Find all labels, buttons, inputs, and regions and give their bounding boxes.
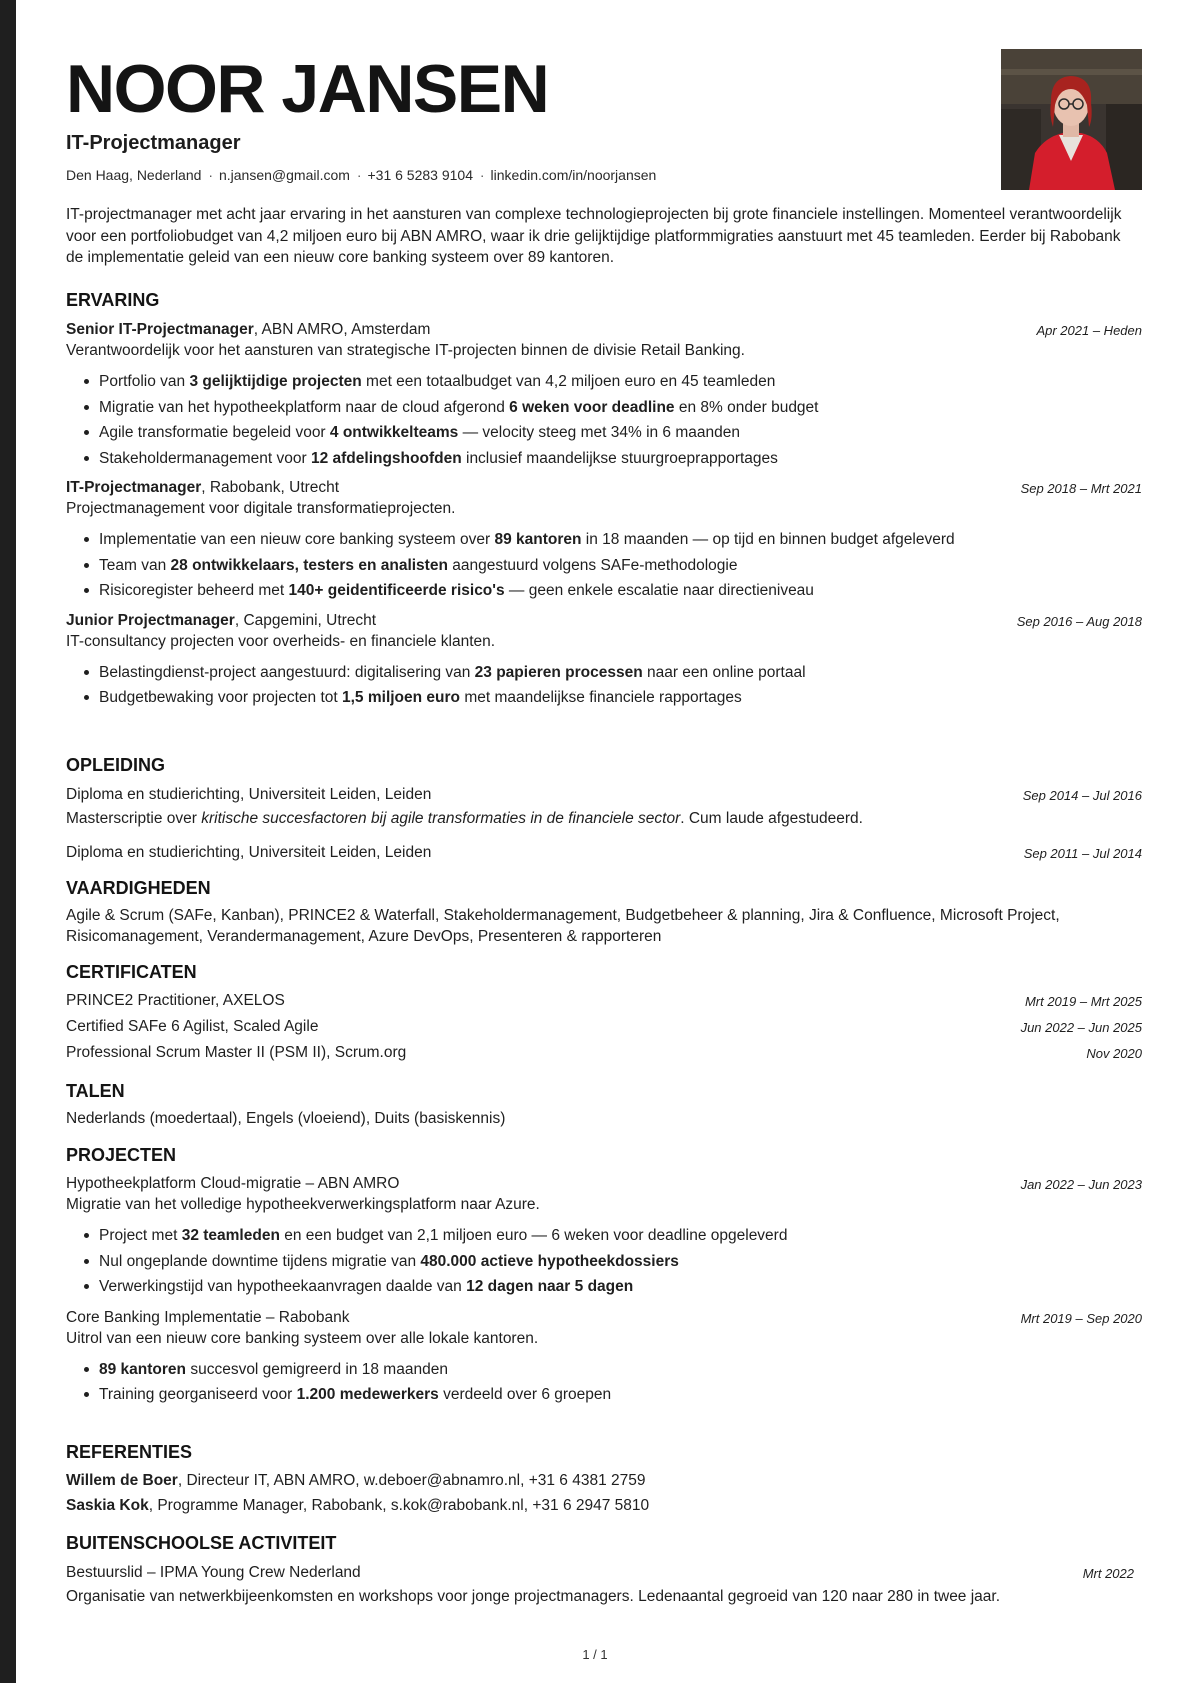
certificate-entry [66,990,1142,1011]
job-entry [66,319,1142,340]
languages-text: Nederlands (moedertaal), Engels (vloeiend), Duits (basiskennis) [66,1110,506,1127]
job-title: Junior Projectmanager, Capgemini, Utrecht [66,611,377,629]
reference-entry: Saskia Kok, Programme Manager, Rabobank, s.kok@rabobank.nl, +31 6 2947 5810 [66,1497,650,1514]
experience-section [66,288,1142,711]
profile-photo [1001,49,1142,190]
job-title: Senior IT-Projectmanager, ABN AMRO, Amsterdam [66,321,431,338]
job-entry [66,477,1142,498]
job-achievements [82,369,1142,471]
contact-line [66,166,1006,184]
section-title-references: REFERENTIES [66,1442,193,1462]
skills-text: Agile & Scrum (SAFe, Kanban), PRINCE2 & Waterfall, Stakeholdermanagement, Budgetbeheer & planning, Jira & Confluence, Microsoft Project, Risicomanagement, Verandermanagement, Azure DevOps, Presenteren & rapporteren [66,907,1060,945]
job-description: Verantwoordelijk voor het aansturen van strategische IT-projecten binnen de divisie Retail Banking. [66,342,745,359]
job-description: IT-consultancy projecten voor overheids- en financiele klanten. [66,632,496,650]
project-date: Mrt 2019 – Sep 2020 [1020,1310,1142,1326]
certificate-entry [66,1042,1142,1063]
list-item: Portfolio van 3 gelijktijdige projecten met een totaalbudget van 4,2 miljoen euro en 45 teamleden [82,369,1142,395]
section-title-skills: VAARDIGHEDEN [66,878,211,898]
section-title-certificates: CERTIFICATEN [66,962,197,982]
section-title-activities: BUITENSCHOOLSE ACTIVITEIT [66,1533,337,1553]
list-item: Implementatie van een nieuw core banking systeem over 89 kantoren in 18 maanden — op tijd en binnen budget afgeleverd [82,527,1142,553]
contact-linkedin[interactable]: linkedin.com/in/noorjansen [490,167,657,183]
list-item: Training georganiseerd voor 1.200 medewerkers verdeeld over 6 groepen [82,1382,1142,1408]
education-date: Sep 2011 – Jul 2014 [1023,846,1142,861]
contact-separator: · [356,167,362,183]
list-item: Stakeholdermanagement voor 12 afdelingshoofden inclusief maandelijkse stuurgroeprapportages [82,446,1142,472]
certificate-date: Mrt 2019 – Mrt 2025 [1024,994,1142,1009]
certificate-name: PRINCE2 Practitioner, AXELOS [66,992,285,1009]
list-item: Migratie van het hypotheekplatform naar de cloud afgerond 6 weken voor deadline en 8% onder budget [82,395,1142,421]
certificate-name: Professional Scrum Master II (PSM II), Scrum.org [66,1044,407,1061]
project-achievements [82,1223,1142,1300]
education-entry [66,784,1142,805]
education-name: Diploma en studierichting, Universiteit Leiden, Leiden [66,844,432,861]
section-title-experience: ERVARING [66,290,160,310]
contact-phone[interactable]: +31 6 5283 9104 [367,167,473,183]
activity-entry [66,1562,1142,1583]
list-item: Nul ongeplande downtime tijdens migratie van 480.000 actieve hypotheekdossiers [82,1249,1142,1275]
job-date: Apr 2021 – Heden [1036,323,1142,338]
list-item: Project met 32 teamleden en een budget van 2,1 miljoen euro — 6 weken voor deadline opgeleverd [82,1223,1142,1249]
education-name: Diploma en studierichting, Universiteit Leiden, Leiden [66,786,432,803]
education-description: Masterscriptie over kritische succesfactoren bij agile transformaties in de financiele sector. Cum laude afgestudeerd. [66,810,863,827]
profile-photo-image [1001,49,1142,190]
candidate-role: IT-Projectmanager [66,132,241,154]
candidate-name: NOOR JANSEN [66,51,549,127]
activity-description: Organisatie van netwerkbijeenkomsten en workshops voor jonge projectmanagers. Ledenaantal gegroeid van 120 naar 280 in twee jaar. [66,1588,1001,1605]
certificates-section [66,960,1142,1063]
list-item: Budgetbewaking voor projecten tot 1,5 miljoen euro met maandelijkse financiele rapportages [82,685,1142,711]
certificate-date: Nov 2020 [1086,1046,1142,1061]
contact-separator: · [208,167,213,183]
skills-section [66,876,1142,947]
left-edge-bar [0,0,16,1683]
section-title-languages: TALEN [66,1081,125,1101]
contact-separator: · [479,167,485,183]
project-name: Core Banking Implementatie – Rabobank [66,1308,350,1326]
project-entry [66,1173,1142,1194]
project-entry [66,1307,1142,1328]
education-entry [66,842,1142,863]
contact-email[interactable]: n.jansen@gmail.com [218,167,350,183]
job-entry [66,610,1142,631]
project-name: Hypotheekplatform Cloud-migratie – ABN AMRO [66,1175,400,1192]
certificate-name: Certified SAFe 6 Agilist, Scaled Agile [66,1018,319,1035]
list-item: Risicoregister beheerd met 140+ geidentificeerde risico's — geen enkele escalatie naar directieniveau [82,578,1142,604]
page-number: 1 / 1 [582,1647,608,1662]
list-item: Belastingdienst-project aangestuurd: digitalisering van 23 papieren processen naar een online portaal [82,660,1142,686]
job-achievements [82,660,1142,711]
activity-name: Bestuurslid – IPMA Young Crew Nederland [66,1564,361,1581]
resume-page [66,0,1142,1683]
job-description: Projectmanagement voor digitale transformatieprojecten. [66,500,456,517]
languages-section [66,1079,1142,1129]
project-description: Uitrol van een nieuw core banking systeem over alle lokale kantoren. [66,1329,539,1347]
certificate-date: Jun 2022 – Jun 2025 [1020,1020,1142,1035]
project-achievements [82,1357,1142,1408]
projects-section [66,1143,1142,1408]
section-title-education: OPLEIDING [66,755,166,775]
project-date: Jan 2022 – Jun 2023 [1020,1177,1142,1192]
job-date: Sep 2016 – Aug 2018 [1016,613,1142,629]
profile-summary: IT-projectmanager met acht jaar ervaring in het aansturen van complexe technologieprojecten bij grote financiele instellingen. Momenteel verantwoordelijk voor een portfoliobudget van 4,2 miljoen euro bij ABN AMRO, waar ik drie gelijktijdige platformmigraties aanstuurt met 45 teamleden. Eerder bij Rabobank de implementatie geleid van een nieuw core banking systeem over 89 kantoren. [66,206,1122,266]
project-description: Migratie van het volledige hypotheekverwerkingsplatform naar Azure. [66,1196,540,1213]
job-date: Sep 2018 – Mrt 2021 [1020,481,1142,496]
list-item: Agile transformatie begeleid voor 4 ontwikkelteams — velocity steeg met 34% in 6 maanden [82,420,1142,446]
education-section [66,753,1142,863]
activity-date: Mrt 2022 [1082,1566,1134,1581]
certificate-entry [66,1016,1142,1037]
job-achievements [82,527,1142,604]
contact-location: Den Haag, Nederland [66,167,202,183]
list-item: Verwerkingstijd van hypotheekaanvragen daalde van 12 dagen naar 5 dagen [82,1274,1142,1300]
activities-section [66,1531,1142,1607]
list-item: 89 kantoren succesvol gemigreerd in 18 maanden [82,1357,1142,1383]
education-date: Sep 2014 – Jul 2016 [1022,788,1142,803]
list-item: Team van 28 ontwikkelaars, testers en analisten aangestuurd volgens SAFe-methodologie [82,553,1142,579]
section-title-projects: PROJECTEN [66,1145,177,1165]
reference-entry: Willem de Boer, Directeur IT, ABN AMRO, w.deboer@abnamro.nl, +31 6 4381 2759 [66,1472,646,1489]
job-title: IT-Projectmanager, Rabobank, Utrecht [66,479,340,496]
references-section [66,1440,1142,1516]
resume-header [66,48,1006,184]
